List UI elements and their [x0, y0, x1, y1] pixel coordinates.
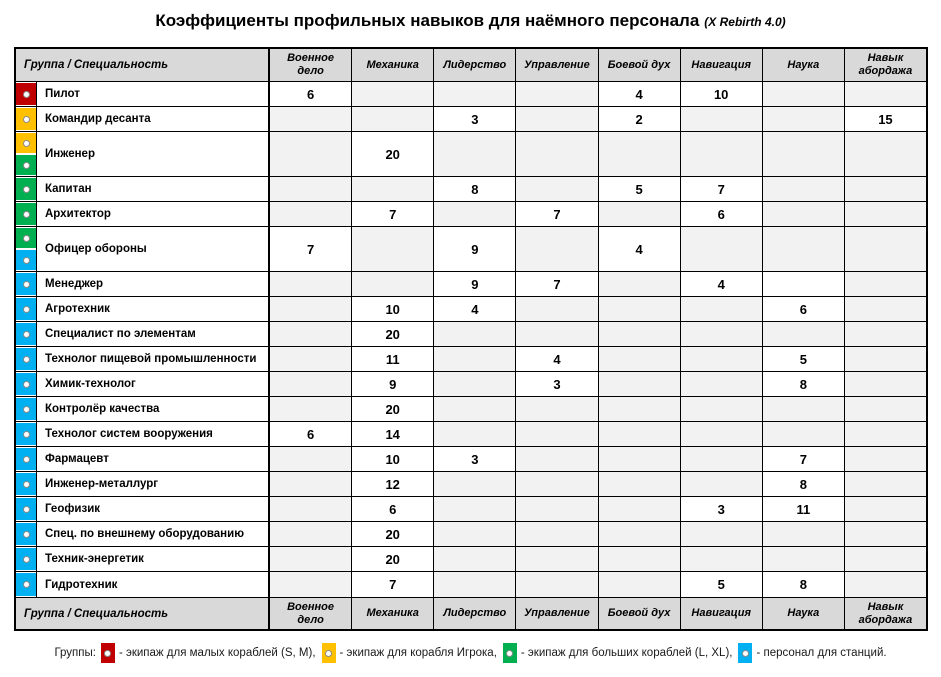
table-row [16, 497, 926, 522]
specialty-name: Специалист по элементам [36, 322, 270, 346]
group-dot-icon [23, 211, 30, 218]
skill-cell [599, 372, 681, 396]
skill-cell: 3 [434, 107, 516, 131]
group-dot-icon [23, 356, 30, 363]
table-row [16, 297, 926, 322]
legend-item-small-ships [101, 643, 316, 663]
skill-cell: 14 [352, 422, 434, 446]
skill-cell [763, 422, 845, 446]
skill-cell [845, 177, 926, 201]
skill-cell [599, 547, 681, 571]
table-row [16, 397, 926, 422]
specialty-name: Командир десанта [36, 107, 270, 131]
legend-chip-blue [738, 643, 752, 663]
table-footer-row [16, 597, 926, 629]
skill-cell: 4 [516, 347, 598, 371]
skill-cell [599, 572, 681, 597]
group-dot-icon [506, 650, 513, 657]
table-row [16, 547, 926, 572]
skill-cell [599, 397, 681, 421]
legend-chip-green [503, 643, 517, 663]
specialty-name: Офицер обороны [36, 227, 270, 271]
group-cell-blue [16, 523, 36, 545]
skill-cell [516, 177, 598, 201]
group-cell-blue [16, 398, 36, 420]
skill-cell [516, 572, 598, 597]
skill-cell: 7 [681, 177, 763, 201]
table-row [16, 472, 926, 497]
skill-cell: 5 [681, 572, 763, 597]
skill-cell: 7 [270, 227, 352, 271]
skill-cell [434, 572, 516, 597]
table-row [16, 322, 926, 347]
skill-cell [845, 472, 926, 496]
skill-cell: 20 [352, 322, 434, 346]
table-row [16, 82, 926, 107]
table-row [16, 107, 926, 132]
group-cell-red [16, 83, 36, 105]
skill-cell: 3 [516, 372, 598, 396]
group-dot-icon [325, 650, 332, 657]
skill-cell [352, 272, 434, 296]
skill-cell [516, 547, 598, 571]
skill-cell [599, 272, 681, 296]
skill-cell [599, 202, 681, 226]
group-dot-icon [23, 235, 30, 242]
skill-cell [845, 272, 926, 296]
skill-cell [352, 107, 434, 131]
skill-cell [352, 177, 434, 201]
skill-cell [763, 522, 845, 546]
legend-item-large-ships [503, 643, 733, 663]
group-color-column [16, 422, 36, 446]
skill-cell [516, 132, 598, 176]
page-title [0, 11, 941, 31]
skill-cell: 4 [599, 227, 681, 271]
group-color-column [16, 132, 36, 176]
skill-cell [681, 397, 763, 421]
column-header-management: Управление [516, 49, 598, 81]
skill-cell [845, 132, 926, 176]
group-color-column [16, 397, 36, 421]
group-color-column [16, 227, 36, 271]
skill-cell [763, 82, 845, 106]
skill-cell [681, 107, 763, 131]
legend [0, 643, 941, 663]
group-dot-icon [23, 481, 30, 488]
skill-cell [270, 572, 352, 597]
specialty-name: Техник-энергетик [36, 547, 270, 571]
group-cell-blue [16, 298, 36, 320]
skill-cell [516, 322, 598, 346]
specialty-name: Геофизик [36, 497, 270, 521]
legend-chip-yellow [322, 643, 336, 663]
skill-cell [599, 132, 681, 176]
skill-cell [434, 397, 516, 421]
skill-cell: 8 [434, 177, 516, 201]
skill-cell [352, 82, 434, 106]
skill-cell [845, 547, 926, 571]
group-color-column [16, 472, 36, 496]
skill-cell [681, 547, 763, 571]
table-row [16, 447, 926, 472]
skill-cell [270, 322, 352, 346]
group-color-column [16, 497, 36, 521]
specialty-name: Технолог пищевой промышленности [36, 347, 270, 371]
skill-cell [599, 447, 681, 471]
skill-cell [763, 107, 845, 131]
group-color-column [16, 272, 36, 296]
skill-cell [845, 322, 926, 346]
skill-cell [434, 547, 516, 571]
group-dot-icon [23, 140, 30, 147]
table-body [16, 82, 926, 597]
table-row [16, 422, 926, 447]
group-color-column [16, 107, 36, 131]
group-dot-icon [23, 581, 30, 588]
group-dot-icon [23, 306, 30, 313]
skill-cell [434, 132, 516, 176]
skill-cell [516, 497, 598, 521]
skill-cell: 6 [352, 497, 434, 521]
group-color-column [16, 447, 36, 471]
skill-cell [434, 522, 516, 546]
page-title-text: Коэффициенты профильных навыков для наёмного персонала [155, 11, 700, 30]
skill-cell [763, 227, 845, 271]
skill-cell: 20 [352, 547, 434, 571]
skill-cell [845, 347, 926, 371]
skill-cell [681, 472, 763, 496]
table-row [16, 572, 926, 597]
group-cell-green [16, 155, 36, 175]
skill-cell [599, 472, 681, 496]
skill-cell: 11 [352, 347, 434, 371]
skill-cell: 7 [352, 572, 434, 597]
skill-cell [763, 132, 845, 176]
skill-cell: 9 [352, 372, 434, 396]
specialty-name: Контролёр качества [36, 397, 270, 421]
column-header-mechanics: Механика [352, 49, 434, 81]
group-cell-blue [16, 448, 36, 470]
skill-cell [516, 227, 598, 271]
skill-cell: 5 [599, 177, 681, 201]
group-color-column [16, 347, 36, 371]
specialty-name: Капитан [36, 177, 270, 201]
skill-cell: 11 [763, 497, 845, 521]
specialty-name: Химик-технолог [36, 372, 270, 396]
group-cell-blue [16, 273, 36, 295]
skill-cell [681, 322, 763, 346]
group-cell-green [16, 228, 36, 248]
skill-cell [763, 202, 845, 226]
skill-cell: 9 [434, 272, 516, 296]
skill-cell [270, 177, 352, 201]
table-row [16, 347, 926, 372]
group-color-column [16, 297, 36, 321]
skill-cell [516, 447, 598, 471]
skill-cell: 15 [845, 107, 926, 131]
skill-cell: 6 [681, 202, 763, 226]
skill-cell [845, 522, 926, 546]
column-header-navigation: Навигация [681, 49, 763, 81]
group-dot-icon [23, 331, 30, 338]
skill-cell [434, 472, 516, 496]
skill-cell [434, 202, 516, 226]
table-row [16, 522, 926, 547]
skill-cell: 7 [352, 202, 434, 226]
legend-prefix: Группы: [54, 647, 96, 659]
table-row [16, 372, 926, 397]
group-color-column [16, 82, 36, 106]
skill-cell [270, 347, 352, 371]
skill-cell [434, 347, 516, 371]
skill-cell: 7 [516, 202, 598, 226]
skill-cell [599, 522, 681, 546]
skill-cell [516, 522, 598, 546]
skill-cell [845, 422, 926, 446]
skill-cell: 4 [434, 297, 516, 321]
skill-cell [352, 227, 434, 271]
table-row [16, 272, 926, 297]
corner-footer: Группа / Специальность [16, 598, 270, 629]
skill-cell [763, 177, 845, 201]
group-cell-blue [16, 323, 36, 345]
skill-cell: 9 [434, 227, 516, 271]
legend-chip-red [101, 643, 115, 663]
skill-cell [845, 497, 926, 521]
skill-cell [763, 397, 845, 421]
skill-cell [681, 522, 763, 546]
skill-cell [270, 107, 352, 131]
group-cell-green [16, 203, 36, 225]
skill-cell: 20 [352, 397, 434, 421]
skills-table [14, 47, 928, 631]
skill-cell: 2 [599, 107, 681, 131]
group-dot-icon [104, 650, 111, 657]
skill-cell [270, 522, 352, 546]
skill-cell [763, 322, 845, 346]
skill-cell [681, 227, 763, 271]
skill-cell [681, 297, 763, 321]
skill-cell [270, 472, 352, 496]
skill-cell: 4 [599, 82, 681, 106]
group-color-column [16, 177, 36, 201]
legend-item-player-ship [322, 643, 497, 663]
skill-cell: 20 [352, 132, 434, 176]
group-dot-icon [23, 381, 30, 388]
skill-cell [845, 397, 926, 421]
skill-cell: 10 [681, 82, 763, 106]
table-row [16, 202, 926, 227]
group-color-column [16, 372, 36, 396]
skill-cell: 7 [516, 272, 598, 296]
specialty-name: Пилот [36, 82, 270, 106]
group-cell-green [16, 178, 36, 200]
group-dot-icon [23, 186, 30, 193]
skill-cell [845, 572, 926, 597]
skill-cell [845, 297, 926, 321]
footer-header-management: Управление [516, 598, 598, 629]
skill-cell [516, 397, 598, 421]
corner-header: Группа / Специальность [16, 49, 270, 81]
group-dot-icon [23, 116, 30, 123]
skill-cell [845, 202, 926, 226]
group-dot-icon [23, 556, 30, 563]
table-row [16, 227, 926, 272]
skill-cell: 6 [270, 422, 352, 446]
skill-cell: 7 [763, 447, 845, 471]
footer-header-navigation: Навигация [681, 598, 763, 629]
group-cell-blue [16, 423, 36, 445]
group-cell-blue [16, 348, 36, 370]
group-dot-icon [23, 456, 30, 463]
table-row [16, 132, 926, 177]
skill-cell [516, 82, 598, 106]
skill-cell: 10 [352, 297, 434, 321]
group-dot-icon [23, 91, 30, 98]
specialty-name: Гидротехник [36, 572, 270, 597]
group-cell-yellow [16, 108, 36, 130]
skill-cell [270, 497, 352, 521]
legend-item-label: - персонал для станций. [756, 647, 887, 659]
skill-cell: 8 [763, 372, 845, 396]
column-header-military: Военное дело [270, 49, 352, 81]
group-dot-icon [23, 531, 30, 538]
skill-cell [434, 82, 516, 106]
skill-cell [270, 202, 352, 226]
skill-cell [763, 547, 845, 571]
skill-cell: 10 [352, 447, 434, 471]
skill-cell [434, 497, 516, 521]
skill-cell [516, 107, 598, 131]
skill-cell [845, 372, 926, 396]
skill-cell [845, 227, 926, 271]
column-header-science: Наука [763, 49, 845, 81]
skill-cell: 4 [681, 272, 763, 296]
column-header-leadership: Лидерство [434, 49, 516, 81]
group-dot-icon [23, 431, 30, 438]
group-cell-blue [16, 573, 36, 596]
skill-cell: 3 [681, 497, 763, 521]
group-color-column [16, 522, 36, 546]
skill-cell [845, 82, 926, 106]
footer-header-science: Наука [763, 598, 845, 629]
skill-cell [434, 322, 516, 346]
column-header-boarding: Навык абордажа [845, 49, 926, 81]
skill-cell [599, 497, 681, 521]
footer-header-military: Военное дело [270, 598, 352, 629]
skill-cell [270, 297, 352, 321]
skill-cell [681, 372, 763, 396]
specialty-name: Спец. по внешнему оборудованию [36, 522, 270, 546]
group-cell-blue [16, 473, 36, 495]
footer-header-morale: Боевой дух [599, 598, 681, 629]
group-color-column [16, 572, 36, 597]
group-cell-blue [16, 548, 36, 570]
skill-cell [845, 447, 926, 471]
skill-cell [270, 372, 352, 396]
skill-cell [599, 422, 681, 446]
group-cell-blue [16, 250, 36, 270]
footer-header-boarding: Навык абордажа [845, 598, 926, 629]
group-cell-blue [16, 373, 36, 395]
skill-cell [516, 422, 598, 446]
skill-cell [270, 272, 352, 296]
group-color-column [16, 547, 36, 571]
group-dot-icon [742, 650, 749, 657]
skill-cell [681, 132, 763, 176]
legend-item-label: - экипаж для больших кораблей (L, XL), [520, 647, 733, 659]
skill-cell [516, 472, 598, 496]
skill-cell [681, 347, 763, 371]
specialty-name: Технолог систем вооружения [36, 422, 270, 446]
column-header-morale: Боевой дух [599, 49, 681, 81]
group-cell-yellow [16, 133, 36, 153]
page-title-version: (X Rebirth 4.0) [704, 15, 786, 29]
skill-cell [681, 422, 763, 446]
skill-cell [681, 447, 763, 471]
skill-cell: 5 [763, 347, 845, 371]
table-header-row [16, 49, 926, 82]
specialty-name: Фармацевт [36, 447, 270, 471]
skill-cell [599, 347, 681, 371]
footer-header-mechanics: Механика [352, 598, 434, 629]
skill-cell [270, 397, 352, 421]
legend-item-stations [738, 643, 886, 663]
group-color-column [16, 202, 36, 226]
skill-cell: 3 [434, 447, 516, 471]
specialty-name: Менеджер [36, 272, 270, 296]
group-dot-icon [23, 281, 30, 288]
skill-cell: 6 [763, 297, 845, 321]
skill-cell: 12 [352, 472, 434, 496]
skill-cell [270, 132, 352, 176]
skill-cell [599, 322, 681, 346]
skill-cell: 20 [352, 522, 434, 546]
group-dot-icon [23, 406, 30, 413]
skill-cell [270, 447, 352, 471]
skill-cell [434, 422, 516, 446]
group-dot-icon [23, 162, 30, 169]
skill-cell: 6 [270, 82, 352, 106]
footer-header-leadership: Лидерство [434, 598, 516, 629]
specialty-name: Инженер [36, 132, 270, 176]
specialty-name: Инженер-металлург [36, 472, 270, 496]
skill-cell [270, 547, 352, 571]
group-dot-icon [23, 506, 30, 513]
specialty-name: Агротехник [36, 297, 270, 321]
table-row [16, 177, 926, 202]
skill-cell [599, 297, 681, 321]
legend-item-label: - экипаж для корабля Игрока, [339, 647, 497, 659]
specialty-name: Архитектор [36, 202, 270, 226]
skill-cell: 8 [763, 572, 845, 597]
legend-item-label: - экипаж для малых кораблей (S, M), [118, 647, 316, 659]
group-cell-blue [16, 498, 36, 520]
skill-cell [763, 272, 845, 296]
skill-cell [516, 297, 598, 321]
group-dot-icon [23, 257, 30, 264]
skill-cell [434, 372, 516, 396]
group-color-column [16, 322, 36, 346]
skill-cell: 8 [763, 472, 845, 496]
